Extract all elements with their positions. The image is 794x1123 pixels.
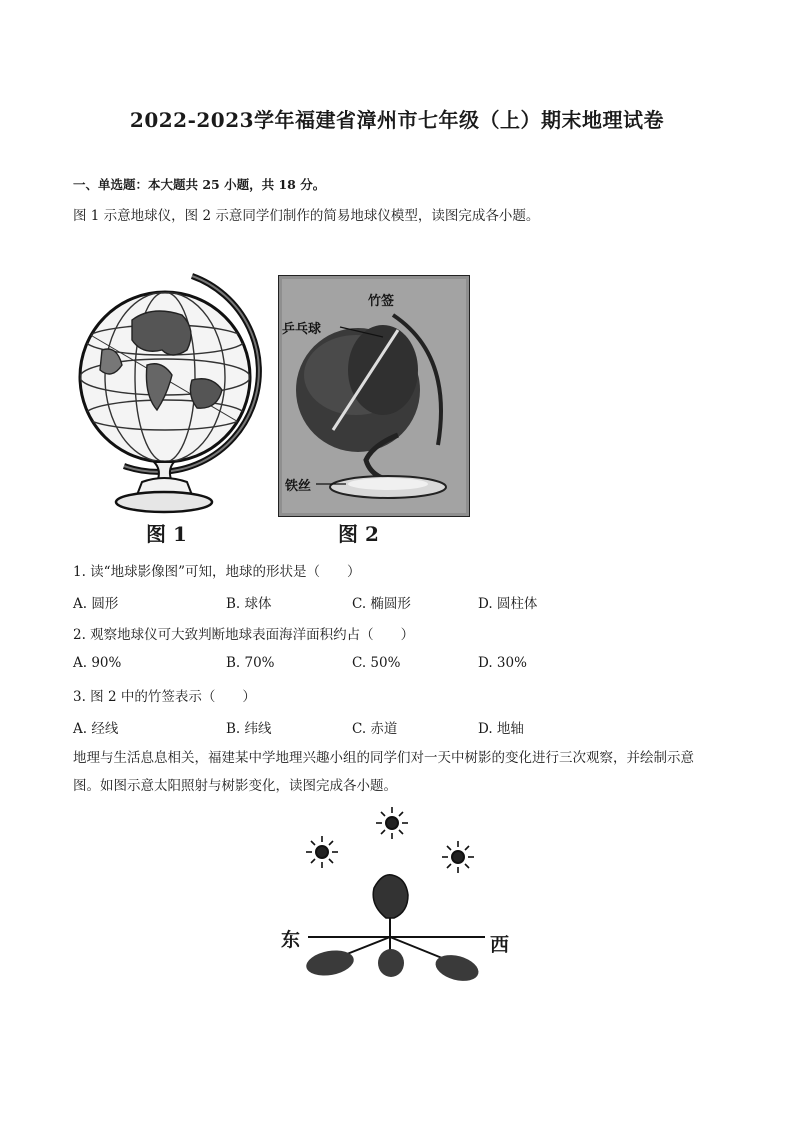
option-d[interactable]: D. 圆柱体 [478,596,538,612]
label-east: 东 [281,929,301,951]
sun-icon [376,807,408,839]
option-c[interactable]: C. 赤道 [352,721,398,737]
option-c[interactable]: C. 50% [352,655,401,671]
figure-2-label: 图 2 [338,522,379,546]
option-b[interactable]: B. 球体 [226,596,272,612]
label-ping-pong-ball: 乒乓球 [282,322,322,337]
sun-icon [306,836,338,868]
label-bamboo-stick: 竹签 [368,294,395,309]
option-c[interactable]: C. 椭圆形 [352,596,411,612]
intro-paragraph-2-line-1: 地理与生活息息相关，福建某中学地理兴趣小组的同学们对一天中树影的变化进行三次观察，并绘制示意 [73,750,694,766]
option-a[interactable]: A. 圆形 [73,596,119,612]
question-2-stem: 2. 观察地球仪可大致判断地球表面海洋面积约占（ ） [73,627,415,643]
option-a[interactable]: A. 90% [73,655,122,671]
option-b[interactable]: B. 70% [226,655,275,671]
option-b[interactable]: B. 纬线 [226,721,272,737]
intro-paragraph-2-line-2: 图。如图示意太阳照射与树影变化，读图完成各小题。 [73,778,397,794]
question-1-stem: 1. 读“地球影像图”可知，地球的形状是（ ） [73,564,361,580]
section-heading: 一、单选题：本大题共 25 小题，共 18 分。 [73,177,326,192]
page-title: 2022-2023学年福建省漳州市七年级（上）期末地理试卷 [129,108,665,132]
intro-paragraph-1: 图 1 示意地球仪，图 2 示意同学们制作的简易地球仪模型，读图完成各小题。 [73,208,540,224]
label-iron-wire: 铁丝 [285,479,312,494]
label-west: 西 [490,934,510,956]
figure-sun-tree-shadow [270,800,530,990]
option-a[interactable]: A. 经线 [73,721,119,737]
sun-icon [442,841,474,873]
option-d[interactable]: D. 地轴 [478,721,524,737]
question-3-stem: 3. 图 2 中的竹签表示（ ） [73,689,256,705]
option-d[interactable]: D. 30% [478,655,527,671]
figure-globe [72,270,272,520]
figure-1-label: 图 1 [146,522,187,546]
